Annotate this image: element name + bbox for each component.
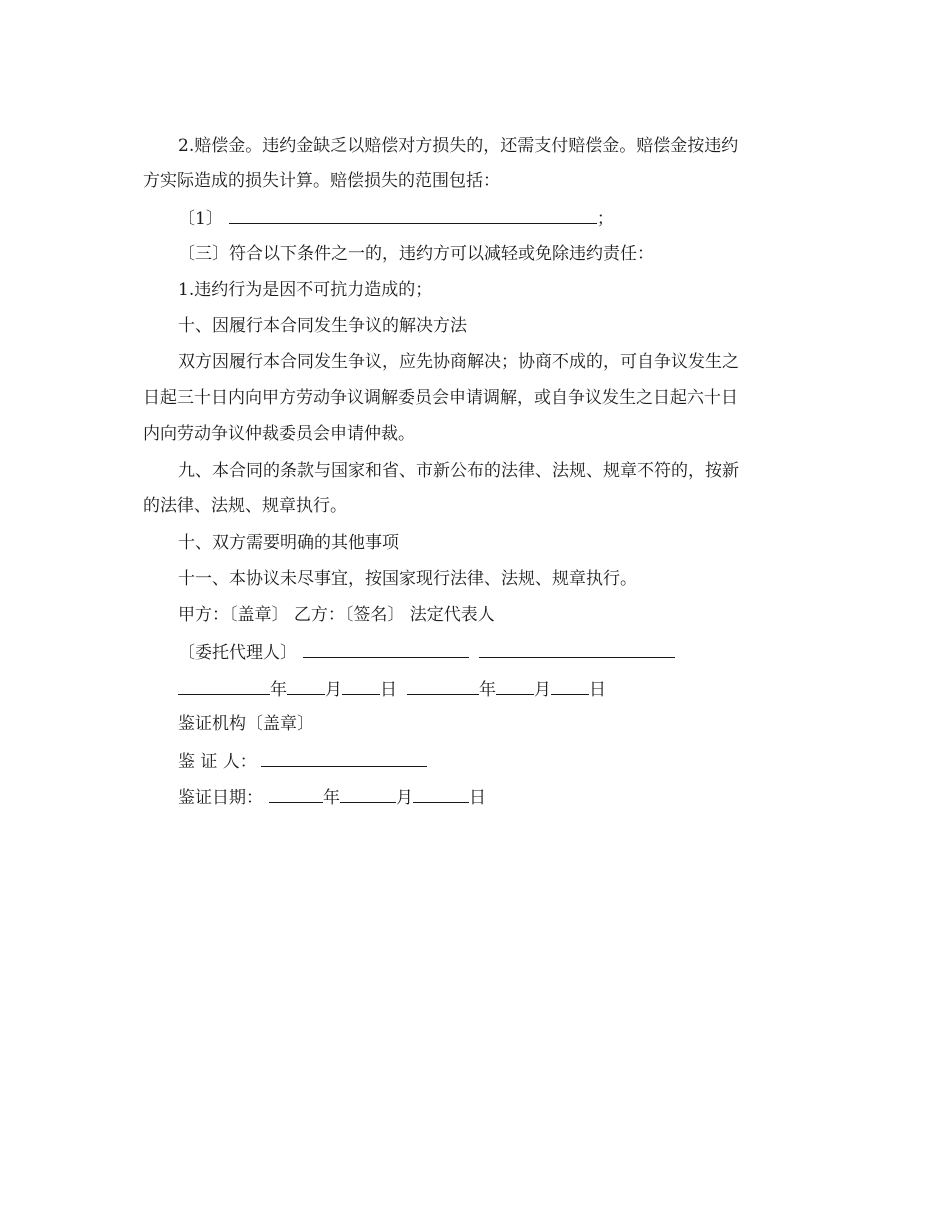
notary-organization: 鉴证机构〔盖章〕 [178, 714, 314, 734]
paragraph-condition: 〔三〕符合以下条件之一的，违约方可以减轻或免除违约责任： [178, 244, 654, 264]
item-1-line [178, 207, 614, 230]
item-1-label: 〔1〕 [178, 209, 223, 229]
year-label: 年 [479, 680, 496, 700]
date-blank-month-a [287, 678, 325, 695]
paragraph-law-line-2: 的法律、法规、规章执行。 [143, 496, 347, 516]
notary-date-label: 鉴证日期： [178, 788, 263, 808]
date-blank-year-b [407, 678, 479, 695]
agent-blank-party-a [303, 641, 469, 658]
date-blank-day-b [551, 678, 589, 695]
notary-date-blank-month [340, 786, 396, 803]
notary-date-blank-year [269, 786, 323, 803]
day-label: 日 [469, 788, 486, 808]
paragraph-dispute-line-1: 双方因履行本合同发生争议，应先协商解决；协商不成的，可自争议发生之 [178, 352, 739, 372]
paragraph-compensation-line-1: 2.赔偿金。违约金缺乏以赔偿对方损失的，还需支付赔偿金。赔偿金按违约 [178, 136, 739, 156]
agent-label: 〔委托代理人〕 [178, 643, 297, 663]
paragraph-dispute-line-2: 日起三十日内向甲方劳动争议调解委员会申请调解，或自争议发生之日起六十日 [143, 388, 738, 408]
heading-other-matters: 十、双方需要明确的其他事项 [178, 533, 399, 553]
notary-date-blank-day [413, 786, 469, 803]
paragraph-force-majeure: 1.违约行为是因不可抗力造成的； [178, 280, 433, 300]
notary-date-line [178, 786, 486, 809]
notary-person-label: 鉴 证 人： [178, 752, 257, 772]
heading-dispute: 十、因履行本合同发生争议的解决方法 [178, 316, 467, 336]
agent-blank-party-b [479, 641, 675, 658]
paragraph-law-line-1: 九、本合同的条款与国家和省、市新公布的法律、法规、规章不符的，按新 [178, 461, 739, 481]
month-label: 月 [534, 680, 551, 700]
paragraph-dispute-line-3: 内向劳动争议仲裁委员会申请仲裁。 [143, 424, 415, 444]
date-blank-year-a [178, 678, 270, 695]
month-label: 月 [396, 788, 413, 808]
date-blank-day-a [342, 678, 380, 695]
signatures-line: 甲方：〔盖章〕 乙方：〔签名〕 法定代表人 [178, 605, 495, 625]
day-label: 日 [589, 680, 606, 700]
agent-line [178, 641, 675, 664]
paragraph-compensation-line-2: 方实际造成的损失计算。赔偿损失的范围包括： [143, 171, 500, 191]
month-label: 月 [325, 680, 342, 700]
item-1-blank [229, 207, 597, 224]
date-line [178, 678, 606, 701]
paragraph-supplement: 十一、本协议未尽事宜，按国家现行法律、法规、规章执行。 [178, 569, 637, 589]
notary-person-line [178, 750, 427, 773]
year-label: 年 [323, 788, 340, 808]
day-label: 日 [380, 680, 397, 700]
date-blank-month-b [496, 678, 534, 695]
year-label: 年 [270, 680, 287, 700]
notary-person-blank [261, 750, 427, 767]
item-1-end: ； [596, 209, 614, 229]
